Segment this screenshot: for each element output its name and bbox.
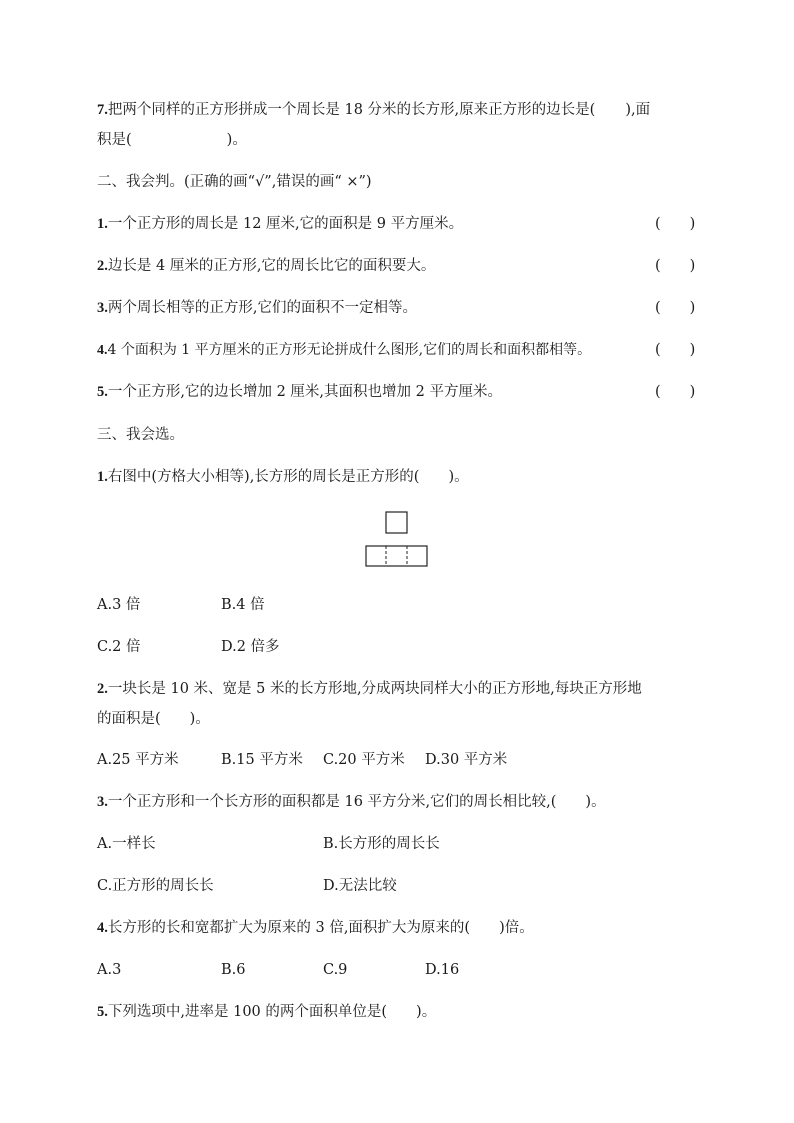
choice-q2-text-a: 一块长是 10 米、宽是 5 米的长方形地,分成两块同样大小的正方形地,每块正方形地 xyxy=(107,681,642,697)
choice-q1-option-d[interactable]: D.2 倍多 xyxy=(221,639,280,655)
section3-title: 三、我会选。 xyxy=(97,427,184,443)
judge-item-text: 4 个面积为 1 平方厘米的正方形无论拼成什么图形,它们的周长和面积都相等。 xyxy=(107,342,592,358)
q7-line1 xyxy=(97,100,650,120)
choice-q3-number: 3. xyxy=(97,794,108,810)
section2-title: 二、我会判。(正确的画“√”,错误的画“ ×”) xyxy=(97,174,372,190)
choice-q4-option-d[interactable]: D.16 xyxy=(425,962,460,978)
judge-answer-5[interactable]: ( ) xyxy=(655,384,696,400)
choice-q4 xyxy=(97,918,534,938)
choice-q2-option-c[interactable]: C.20 平方米 xyxy=(323,752,405,768)
q7-text-c: 积是( xyxy=(97,132,132,148)
q7-number: 7. xyxy=(97,102,108,118)
choice-q1-option-c[interactable]: C.2 倍 xyxy=(97,639,141,655)
judge-item-number: 4. xyxy=(97,343,108,358)
choice-q2-option-d[interactable]: D.30 平方米 xyxy=(425,752,508,768)
judge-item-2 xyxy=(97,256,435,276)
choice-q1-number: 1. xyxy=(97,469,108,485)
square-shape xyxy=(386,512,407,533)
choice-q1-option-a[interactable]: A.3 倍 xyxy=(97,597,141,613)
choice-q1-text: 右图中(方格大小相等),长方形的周长是正方形的( )。 xyxy=(107,469,469,485)
rectangle-shape xyxy=(366,546,427,566)
judge-item-number: 2. xyxy=(97,258,108,274)
choice-q1-option-b[interactable]: B.4 倍 xyxy=(221,597,265,613)
choice-q3-option-a[interactable]: A.一样长 xyxy=(97,836,156,852)
choice-q4-option-c[interactable]: C.9 xyxy=(323,962,348,978)
choice-q4-text: 长方形的长和宽都扩大为原来的 3 倍,面积扩大为原来的( )倍。 xyxy=(107,920,534,936)
judge-item-number: 1. xyxy=(97,216,108,232)
square-rectangle-figure xyxy=(365,511,431,569)
judge-item-text: 边长是 4 厘米的正方形,它的周长比它的面积要大。 xyxy=(107,258,436,274)
judge-item-text: 两个周长相等的正方形,它们的面积不一定相等。 xyxy=(107,300,417,316)
choice-q4-option-b[interactable]: B.6 xyxy=(221,962,246,978)
choice-q2-option-b[interactable]: B.15 平方米 xyxy=(221,752,303,768)
choice-q3-option-b[interactable]: B.长方形的周长长 xyxy=(323,836,440,852)
choice-q3-text: 一个正方形和一个长方形的面积都是 16 平方分米,它们的周长相比较,( )。 xyxy=(107,794,606,810)
judge-answer-1[interactable]: ( ) xyxy=(655,216,696,232)
judge-answer-4[interactable]: ( ) xyxy=(655,342,696,358)
choice-q1 xyxy=(97,467,469,487)
choice-q5 xyxy=(97,1002,436,1022)
q7-text-d: )。 xyxy=(226,132,247,148)
judge-item-text: 一个正方形,它的边长增加 2 厘米,其面积也增加 2 平方厘米。 xyxy=(107,384,502,400)
judge-answer-3[interactable]: ( ) xyxy=(655,300,696,316)
choice-q3-option-d[interactable]: D.无法比较 xyxy=(323,878,397,894)
choice-q2-number: 2. xyxy=(97,681,108,697)
choice-q5-text: 下列选项中,进率是 100 的两个面积单位是( )。 xyxy=(107,1004,437,1020)
judge-answer-2[interactable]: ( ) xyxy=(655,258,696,274)
q7-line2 xyxy=(97,130,247,150)
judge-item-5 xyxy=(97,382,502,402)
choice-q2-option-a[interactable]: A.25 平方米 xyxy=(97,752,179,768)
choice-q2-line1 xyxy=(97,679,642,699)
judge-item-number: 5. xyxy=(97,384,108,400)
choice-q3 xyxy=(97,792,606,812)
choice-q4-option-a[interactable]: A.3 xyxy=(97,962,122,978)
judge-item-1 xyxy=(97,214,463,234)
judge-item-3 xyxy=(97,298,417,318)
judge-item-number: 3. xyxy=(97,300,108,316)
judge-item-4 xyxy=(97,340,591,361)
choice-q4-number: 4. xyxy=(97,920,108,936)
judge-item-text: 一个正方形的周长是 12 厘米,它的面积是 9 平方厘米。 xyxy=(107,216,464,232)
choice-q2-text-b: 的面积是( )。 xyxy=(97,711,210,727)
q7-text-b: ),面 xyxy=(625,102,651,118)
choice-q3-option-c[interactable]: C.正方形的周长长 xyxy=(97,878,214,894)
choice-q5-number: 5. xyxy=(97,1004,108,1020)
q7-text-a: 把两个同样的正方形拼成一个周长是 18 分米的长方形,原来正方形的边长是( xyxy=(107,102,596,118)
